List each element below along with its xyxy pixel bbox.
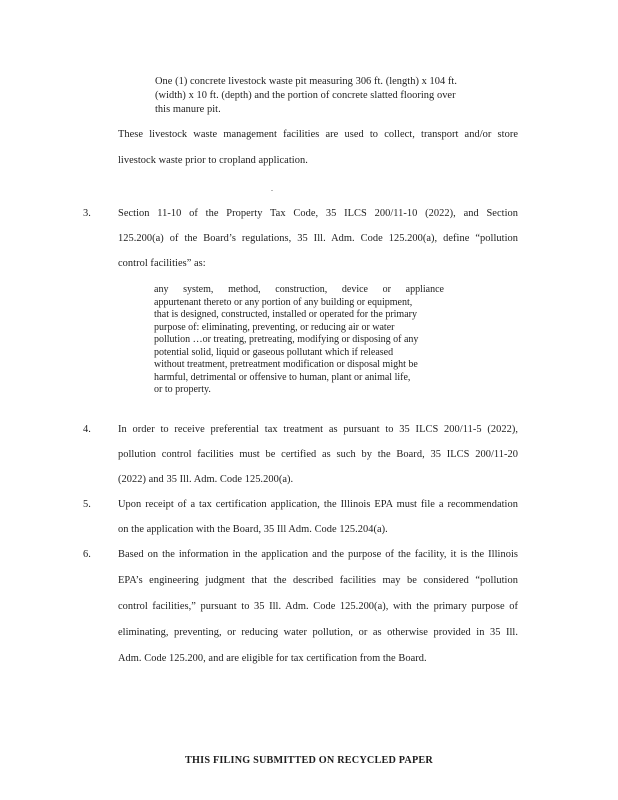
quote-line: or to property. [154, 384, 211, 395]
quote-line: that is designed, constructed, installed or operated for the primary [154, 309, 417, 320]
recycled-paper-footer: THIS FILING SUBMITTED ON RECYCLED PAPER [185, 755, 433, 766]
paragraph-line: Based on the information in the application and the purpose of the facility, it is the Illinois [118, 549, 518, 560]
quote-line: harmful, detrimental or offensive to human, plant or animal life, [154, 371, 411, 383]
paragraph-line: eliminating, preventing, or reducing water pollution, or as otherwise provided in 35 Ill. [118, 627, 518, 638]
quote-line: appurtenant thereto or any portion of any building or equipment, [154, 296, 413, 308]
paragraph-line: Section 11-10 of the Property Tax Code, 35 ILCS 200/11-10 (2022), and Section [118, 208, 518, 219]
paragraph-line: 125.200(a) of the Board’s regulations, 35 Ill. Adm. Code 125.200(a), define “pollution [118, 233, 518, 244]
paragraph-line: on the application with the Board, 35 Ill Adm. Code 125.204(a). [118, 524, 388, 535]
paragraph-number: 4. [83, 424, 91, 435]
paragraph-line: EPA’s engineering judgment that the described facilities may be considered “pollution [118, 575, 518, 586]
facilities-purpose-line: livestock waste prior to cropland application. [118, 155, 308, 166]
paragraph-line: Adm. Code 125.200, and are eligible for tax certification from the Board. [118, 653, 427, 664]
paragraph-line: pollution control facilities must be certified as such by the Board, 35 ILCS 200/11-20 [118, 449, 518, 460]
quote-line: purpose of: eliminating, preventing, or reducing air or water [154, 321, 395, 333]
paragraph-line: Upon receipt of a tax certification application, the Illinois EPA must file a recommendation [118, 499, 518, 510]
quote-line: pollution …or treating, pretreating, modifying or disposing of any [154, 334, 419, 345]
definition-quote [154, 284, 444, 397]
pit-description-line: One (1) concrete livestock waste pit measuring 306 ft. (length) x 104 ft. [155, 76, 458, 87]
paragraph-line: (2022) and 35 Ill. Adm. Code 125.200(a). [118, 474, 294, 485]
pit-description-line: this manure pit. [155, 104, 221, 115]
facilities-purpose-line: These livestock waste management facilities are used to collect, transport and/or store [118, 129, 518, 140]
scan-speck [271, 190, 273, 191]
quote-line: potential solid, liquid or gaseous pollutant which if released [154, 346, 394, 358]
quote-line: any system, method, construction, device or appliance [154, 284, 444, 295]
paragraph-line: control facilities,” pursuant to 35 Ill. Adm. Code 125.200(a), with the primary purpose of [118, 601, 518, 612]
paragraph-number: 5. [83, 499, 91, 510]
paragraph-line: control facilities” as: [118, 258, 206, 269]
paragraph-line: In order to receive preferential tax treatment as pursuant to 35 ILCS 200/11-5 (2022), [118, 424, 518, 435]
paragraph-number: 3. [83, 208, 91, 219]
quote-line: without treatment, pretreatment modification or disposal might be [154, 359, 418, 370]
pit-description-line: (width) x 10 ft. (depth) and the portion of concrete slatted flooring over [155, 90, 456, 101]
paragraph-number: 6. [83, 549, 91, 560]
